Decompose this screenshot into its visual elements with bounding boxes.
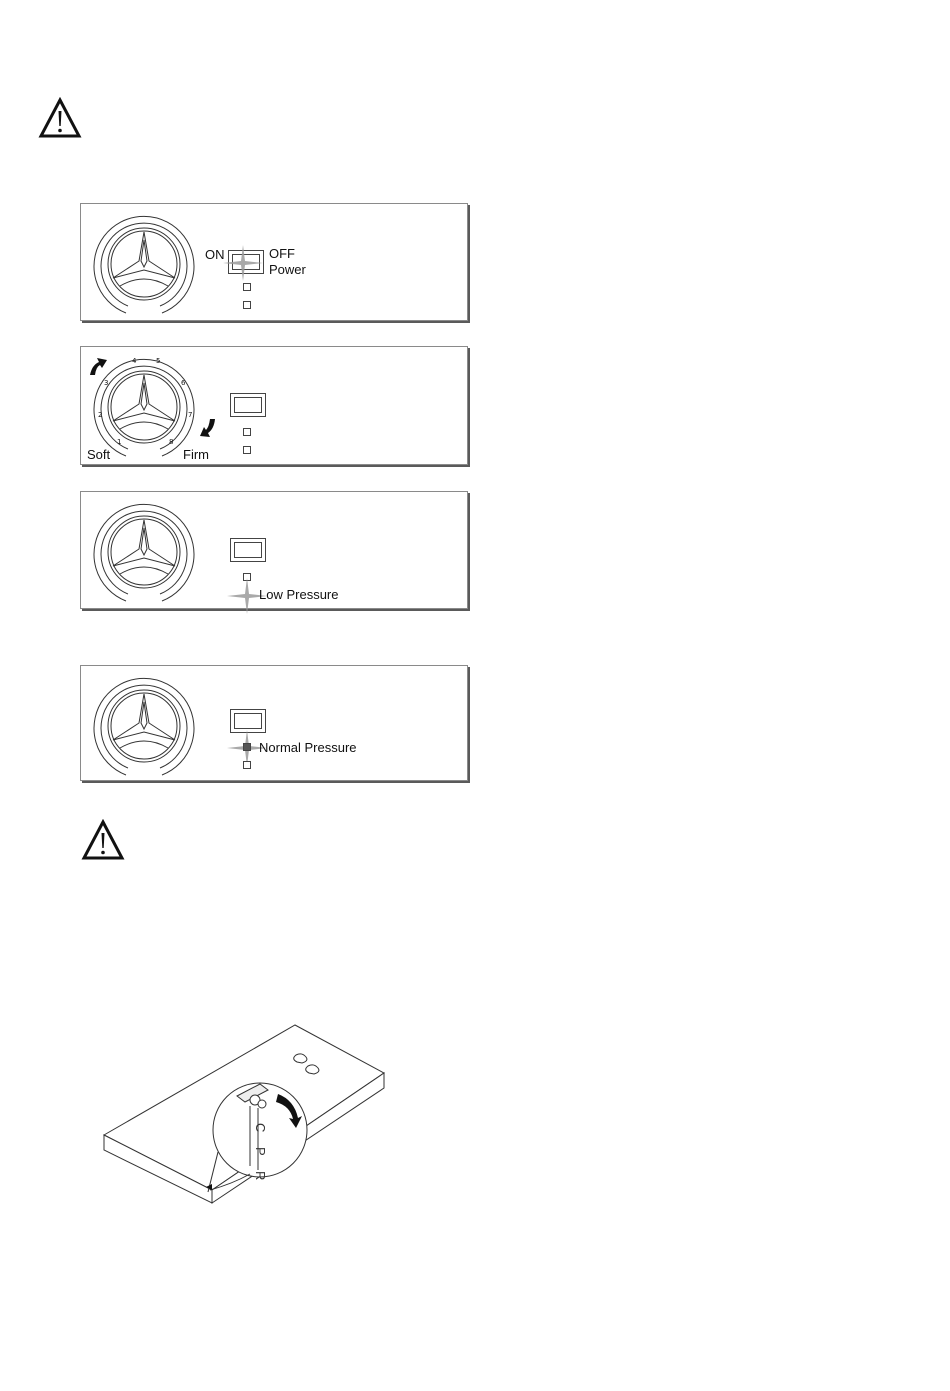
power-switch[interactable]	[230, 538, 266, 562]
status-led-1	[243, 283, 251, 291]
firm-label: Firm	[183, 447, 209, 462]
comfort-dial-icon[interactable]	[89, 668, 199, 780]
dial-number: 5	[156, 357, 161, 365]
dial-number: 6	[181, 379, 186, 387]
dial-number: 2	[98, 411, 103, 419]
normal-pressure-panel	[80, 665, 468, 781]
power-switch-panel	[80, 203, 468, 321]
comfort-dial-icon[interactable]	[89, 494, 199, 606]
off-label: OFF	[269, 246, 295, 261]
dial-number: 7	[188, 411, 193, 419]
comfort-dial-icon[interactable]	[89, 206, 199, 318]
comfort-control-panel	[80, 346, 468, 465]
svg-text:C: C	[253, 1123, 268, 1133]
cpr-valve-icon	[100, 1020, 392, 1205]
lit-indicator-icon	[221, 243, 265, 283]
normal-pressure-label: Normal Pressure	[259, 740, 357, 755]
low-pressure-label: Low Pressure	[259, 587, 339, 602]
power-switch[interactable]	[230, 393, 266, 417]
dial-number: 3	[104, 379, 109, 387]
warning-triangle-icon	[38, 97, 82, 139]
dial-number: 8	[169, 438, 174, 446]
on-label: ON	[205, 247, 225, 262]
low-pressure-panel	[80, 491, 468, 609]
status-led-2	[243, 446, 251, 454]
power-label: Power	[269, 262, 306, 277]
turn-up-arrow-icon	[87, 355, 109, 377]
warning-triangle-icon	[81, 819, 125, 861]
status-led-2	[243, 301, 251, 309]
dial-number: 1	[117, 438, 122, 446]
status-led-1	[243, 428, 251, 436]
svg-text:P: P	[253, 1147, 268, 1156]
svg-text:R: R	[253, 1171, 268, 1181]
soft-label: Soft	[87, 447, 111, 462]
turn-down-arrow-icon	[197, 417, 219, 441]
status-led-2	[243, 761, 251, 769]
status-led-1	[243, 743, 251, 751]
dial-number: 4	[132, 357, 137, 365]
